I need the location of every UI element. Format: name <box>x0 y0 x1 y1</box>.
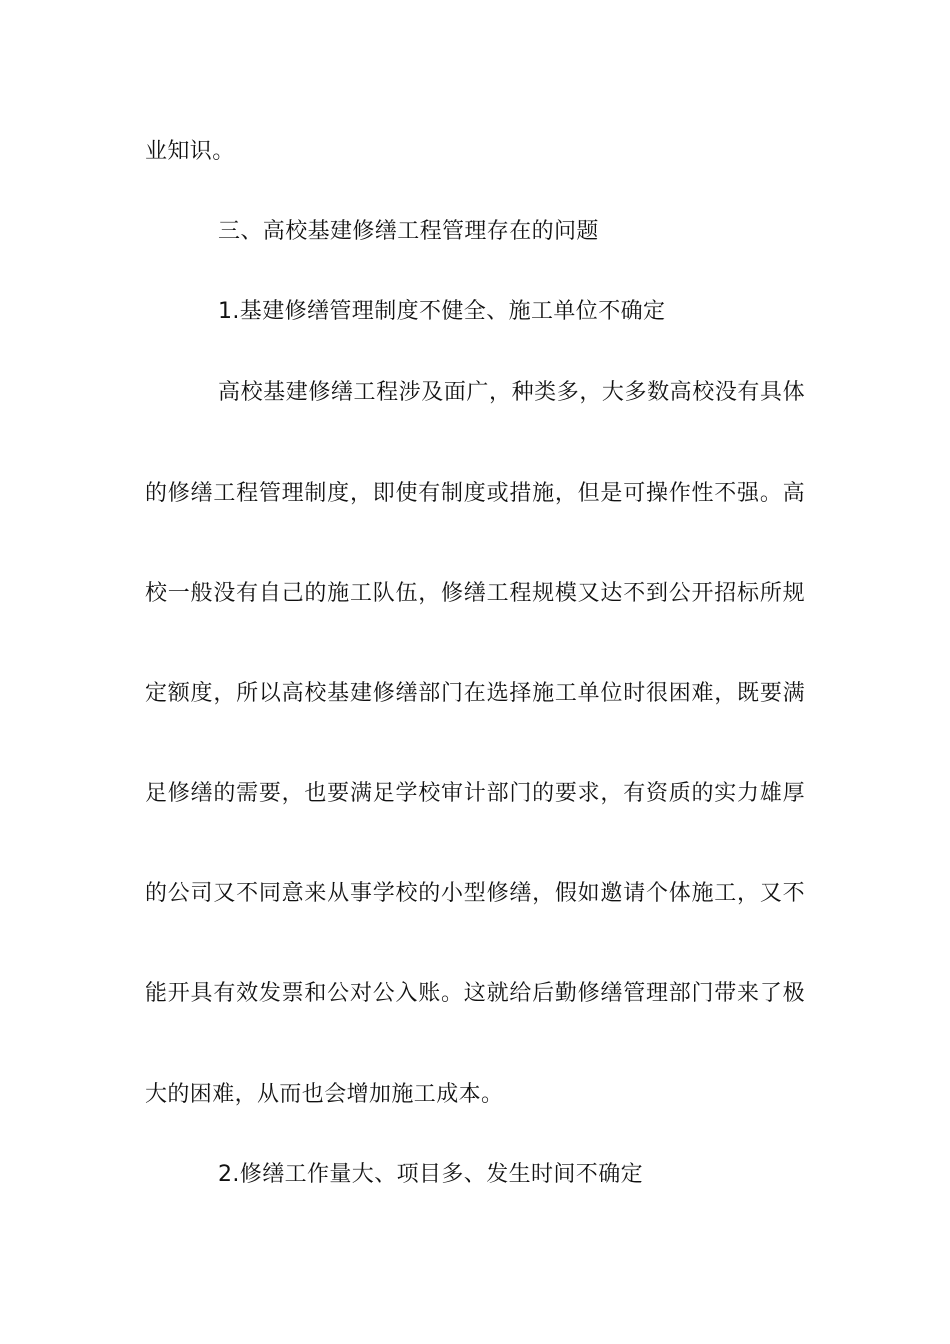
subsection-heading-2: 2.修缮工作量大、项目多、发生时间不确定 <box>218 1162 643 1187</box>
paragraph-line: 高校基建修缮工程涉及面广，种类多，大多数高校没有具体 <box>218 380 805 405</box>
subsection-heading-1: 1.基建修缮管理制度不健全、施工单位不确定 <box>218 299 666 324</box>
paragraph-line: 的公司又不同意来从事学校的小型修缮，假如邀请个体施工，又不 <box>145 881 805 906</box>
paragraph-line: 校一般没有自己的施工队伍，修缮工程规模又达不到公开招标所规 <box>145 581 805 606</box>
section-heading: 三、高校基建修缮工程管理存在的问题 <box>218 219 599 244</box>
paragraph-line: 足修缮的需要，也要满足学校审计部门的要求，有资质的实力雄厚 <box>145 781 805 806</box>
text-line-continuation: 业知识。 <box>145 139 235 164</box>
paragraph-line: 大的困难，从而也会增加施工成本。 <box>145 1082 504 1107</box>
paragraph-line: 定额度，所以高校基建修缮部门在选择施工单位时很困难，既要满 <box>145 681 805 706</box>
paragraph-line: 的修缮工程管理制度，即使有制度或措施，但是可操作性不强。高 <box>145 481 805 506</box>
paragraph-line: 能开具有效发票和公对公入账。这就给后勤修缮管理部门带来了极 <box>145 981 805 1006</box>
